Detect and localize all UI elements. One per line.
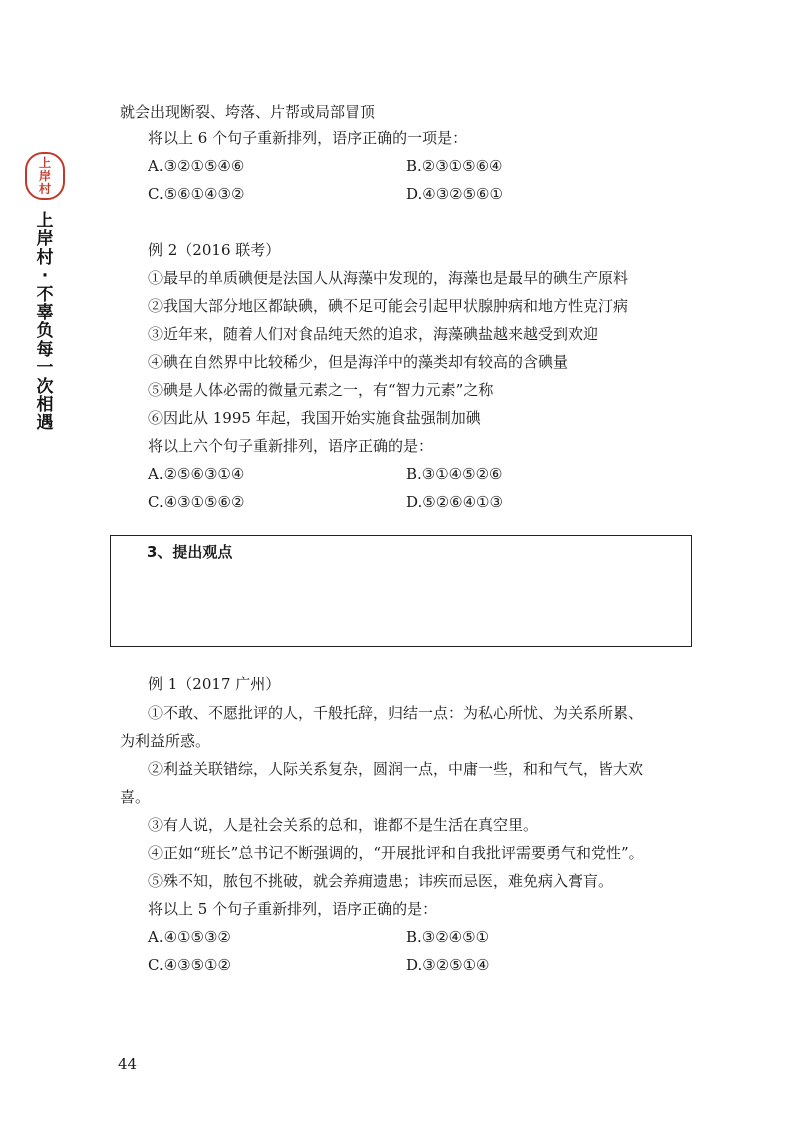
seal-char: 村 xyxy=(38,181,51,196)
example-title: 例 2（2016 联考） xyxy=(148,241,281,259)
sentence: ①最早的单质碘便是法国人从海藻中发现的，海藻也是最早的碘生产原料 xyxy=(148,269,629,287)
slogan-char: 相 xyxy=(36,395,54,416)
sentence-continuation: 喜。 xyxy=(120,788,151,806)
example-title: 例 1（2017 广州） xyxy=(148,675,281,693)
option-d: D.③②⑤①④ xyxy=(406,956,490,974)
slogan-char: · xyxy=(41,266,49,287)
sentence: ④正如“班长”总书记不断强调的，“开展批评和自我批评需要勇气和党性”。 xyxy=(148,844,644,862)
option-a: A.④①⑤③② xyxy=(148,928,231,946)
sentence-continuation: 为利益所惑。 xyxy=(120,732,211,750)
option-c: C.④③⑤①② xyxy=(148,956,231,974)
option-d: D.④③②⑤⑥① xyxy=(406,185,503,203)
option-b: B.③①④⑤②⑥ xyxy=(406,465,503,483)
slogan-char: 辜 xyxy=(36,303,54,324)
sentence: ③近年来，随着人们对食品纯天然的追求，海藻碘盐越来越受到欢迎 xyxy=(148,325,599,343)
option-a: A.③②①⑤④⑥ xyxy=(148,157,245,175)
slogan-char: 上 xyxy=(36,211,54,231)
sentence: ①不敢、不愿批评的人，千般托辞，归结一点：为私心所忧、为关系所累、 xyxy=(148,704,644,722)
slogan-char: 不 xyxy=(36,284,54,305)
slogan-char: 次 xyxy=(36,376,54,397)
sentence: ②利益关联错综，人际关系复杂，圆润一点，中庸一些，和和气气，皆大欢 xyxy=(148,760,644,778)
seal-char: 岸 xyxy=(38,168,51,183)
side-brand xyxy=(22,152,68,433)
brand-slogan xyxy=(37,212,54,433)
sentence: ⑥因此从 1995 年起，我国开始实施食盐强制加碘 xyxy=(148,409,481,427)
sentence: ②我国大部分地区都缺碘，碘不足可能会引起甲状腺肿病和地方性克汀病 xyxy=(148,297,629,315)
sentence: ⑤殊不知，脓包不挑破，就会养痈遗患；讳疾而忌医，难免病入膏肓。 xyxy=(148,872,614,890)
sentence: ⑤碘是人体必需的微量元素之一，有“智力元素”之称 xyxy=(148,381,494,399)
seal-char: 上 xyxy=(38,155,51,170)
option-c: C.④③①⑤⑥② xyxy=(148,493,245,511)
question-prompt: 将以上 5 个句子重新排列，语序正确的是： xyxy=(148,900,438,918)
continued-sentence: 就会出现断裂、垮落、片帮或局部冒顶 xyxy=(120,103,376,121)
slogan-char: 村 xyxy=(36,247,54,268)
question-prompt: 将以上六个句子重新排列，语序正确的是： xyxy=(148,437,434,455)
slogan-char: 一 xyxy=(36,358,54,379)
page-number: 44 xyxy=(118,1055,138,1073)
question-prompt: 将以上 6 个句子重新排列，语序正确的一项是： xyxy=(148,129,468,147)
sentence: ④碘在自然界中比较稀少，但是海洋中的藻类却有较高的含碘量 xyxy=(148,353,569,371)
option-b: B.③②④⑤① xyxy=(406,928,490,946)
slogan-char: 负 xyxy=(36,321,54,342)
section-box xyxy=(110,535,692,647)
option-c: C.⑤⑥①④③② xyxy=(148,185,245,203)
option-d: D.⑤②⑥④①③ xyxy=(406,493,503,511)
section-title: 3、提出观点 xyxy=(147,543,233,561)
option-b: B.②③①⑤⑥④ xyxy=(406,157,503,175)
slogan-char: 岸 xyxy=(36,229,54,250)
sentence: ③有人说，人是社会关系的总和，谁都不是生活在真空里。 xyxy=(148,816,539,834)
slogan-char: 遇 xyxy=(36,413,54,434)
brand-seal xyxy=(25,152,65,200)
slogan-char: 每 xyxy=(36,339,54,360)
option-a: A.②⑤⑥③①④ xyxy=(148,465,245,483)
